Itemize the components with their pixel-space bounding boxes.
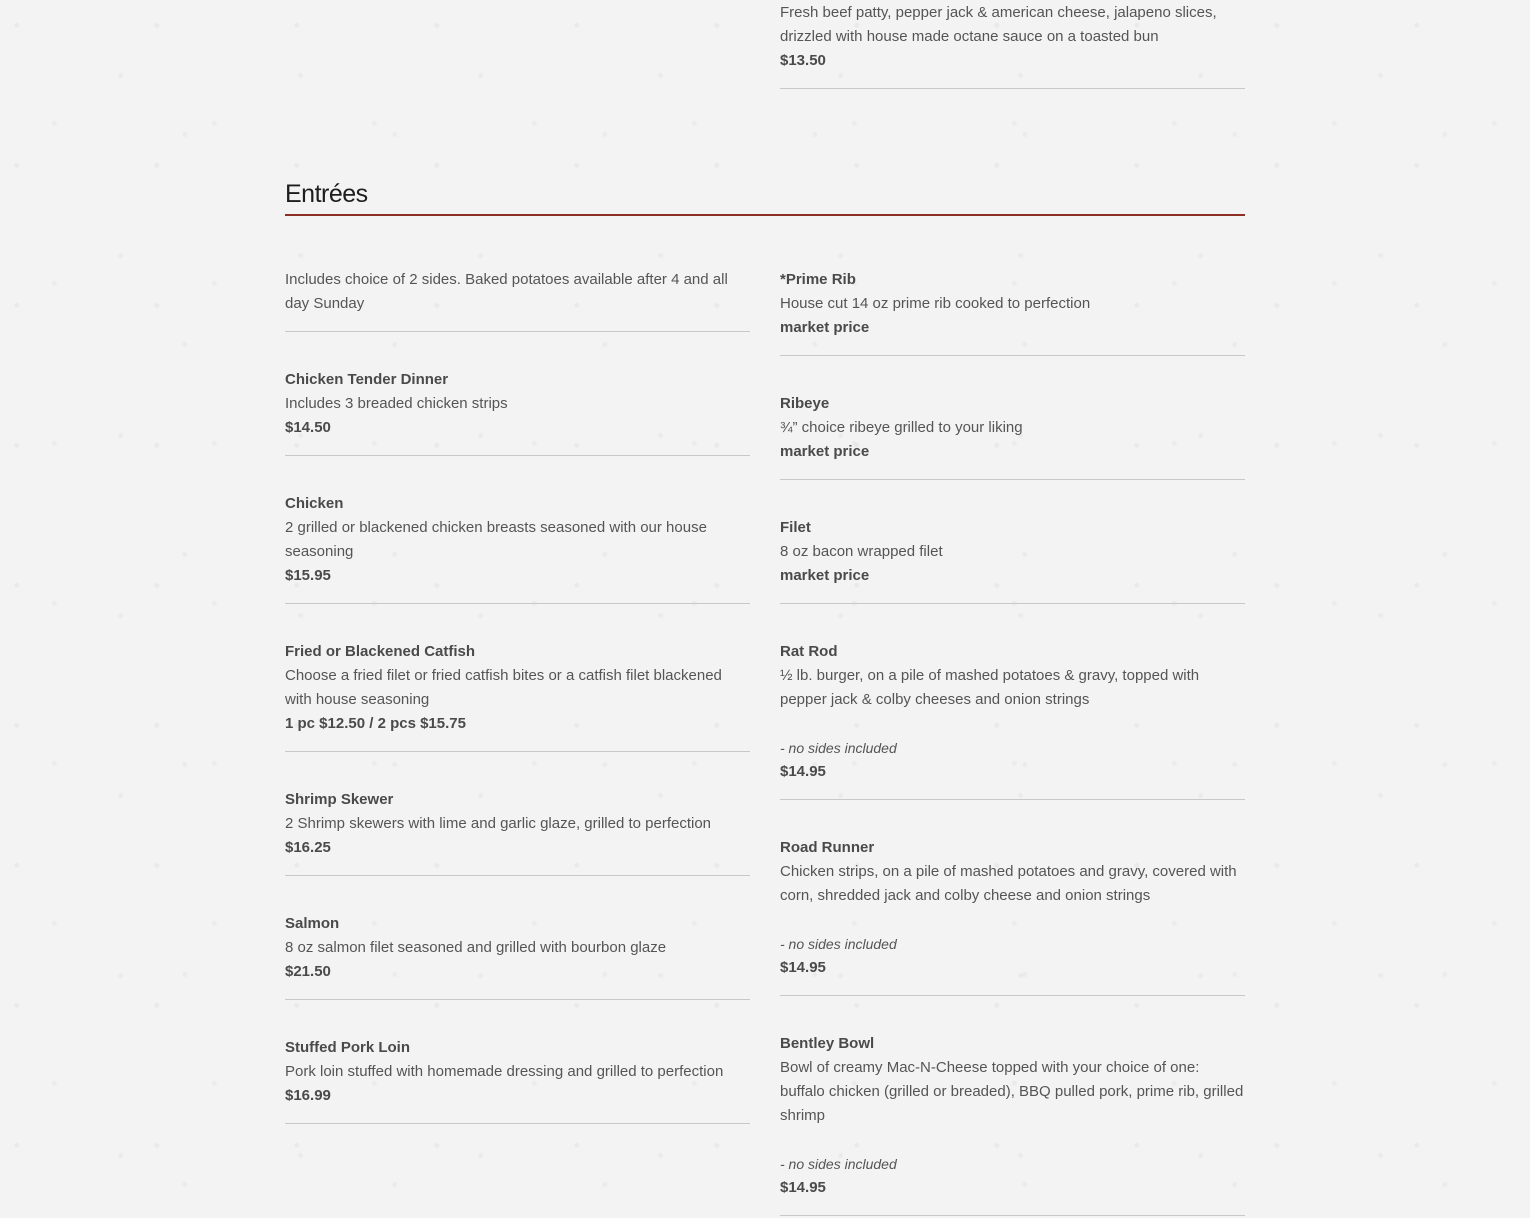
- menu-item-shrimp-skewer: [285, 788, 750, 860]
- item-price: market price: [780, 443, 870, 460]
- item-description: Includes 3 breaded chicken strips: [285, 395, 508, 412]
- item-price: $14.95: [780, 1179, 826, 1196]
- item-price: $15.95: [285, 567, 331, 584]
- intro-text: Includes choice of 2 sides. Baked potatoes available after 4 and all day Sunday: [285, 271, 728, 312]
- item-price: market price: [780, 319, 870, 336]
- item-description: 2 Shrimp skewers with lime and garlic glaze, grilled to perfection: [285, 815, 712, 832]
- item-description: ¾” choice ribeye grilled to your liking: [780, 419, 1023, 436]
- divider: [285, 603, 750, 604]
- item-name: Stuffed Pork Loin: [285, 1039, 410, 1056]
- divider: [285, 1123, 750, 1124]
- item-name: Bentley Bowl: [780, 1035, 875, 1052]
- spacer: [780, 1128, 1245, 1152]
- entrees-intro: [285, 268, 750, 316]
- menu-item-catfish: [285, 640, 750, 736]
- item-price: $14.95: [780, 763, 826, 780]
- item-price: 1 pc $12.50 / 2 pcs $15.75: [285, 715, 466, 732]
- item-name: Road Runner: [780, 839, 875, 856]
- item-price: $21.50: [285, 963, 331, 980]
- divider: [285, 999, 750, 1000]
- menu-item-prime-rib: [780, 268, 1245, 340]
- menu-item-octane-burger: [780, 1, 1245, 73]
- item-description: Fresh beef patty, pepper jack & american cheese, jalapeno slices, drizzled with house made octane sauce on a toasted bun: [780, 4, 1217, 45]
- divider: [780, 88, 1245, 89]
- item-name: Fried or Blackened Catfish: [285, 643, 476, 660]
- item-name: Salmon: [285, 915, 340, 932]
- item-name: Rat Rod: [780, 643, 838, 660]
- item-price: market price: [780, 567, 870, 584]
- item-description: 8 oz salmon filet seasoned and grilled with bourbon glaze: [285, 939, 667, 956]
- section-title-entrees: Entrées: [285, 180, 368, 208]
- menu-item-road-runner: [780, 836, 1245, 980]
- menu-item-ribeye: [780, 392, 1245, 464]
- divider: [780, 603, 1245, 604]
- divider: [780, 1215, 1245, 1216]
- item-description: Pork loin stuffed with homemade dressing and grilled to perfection: [285, 1063, 724, 1080]
- item-description: House cut 14 oz prime rib cooked to perfection: [780, 295, 1091, 312]
- item-note: - no sides included: [780, 1156, 897, 1172]
- item-price: $14.50: [285, 419, 331, 436]
- item-name: Chicken Tender Dinner: [285, 371, 449, 388]
- item-name: Shrimp Skewer: [285, 791, 394, 808]
- item-name: Filet: [780, 519, 811, 536]
- divider: [780, 355, 1245, 356]
- menu-item-chicken-tender-dinner: [285, 368, 750, 440]
- item-description: Choose a fried filet or fried catfish bites or a catfish filet blackened with house seasoning: [285, 667, 722, 708]
- divider: [780, 479, 1245, 480]
- item-price: $16.25: [285, 839, 331, 856]
- menu-item-rat-rod: [780, 640, 1245, 784]
- menu-item-bentley-bowl: [780, 1032, 1245, 1200]
- item-description: Chicken strips, on a pile of mashed potatoes and gravy, covered with corn, shredded jack and colby cheese and onion strings: [780, 863, 1237, 904]
- item-name: Chicken: [285, 495, 344, 512]
- item-note: - no sides included: [780, 740, 897, 756]
- section-rule: [285, 214, 1245, 216]
- divider: [285, 875, 750, 876]
- item-price: $14.95: [780, 959, 826, 976]
- divider: [285, 331, 750, 332]
- spacer: [780, 712, 1245, 736]
- item-description: ½ lb. burger, on a pile of mashed potatoes & gravy, topped with pepper jack & colby cheeses and onion strings: [780, 667, 1200, 708]
- divider: [285, 751, 750, 752]
- divider: [780, 799, 1245, 800]
- divider: [285, 455, 750, 456]
- menu-item-salmon: [285, 912, 750, 984]
- menu-item-stuffed-pork-loin: [285, 1036, 750, 1108]
- menu-item-filet: [780, 516, 1245, 588]
- item-note: - no sides included: [780, 936, 897, 952]
- item-price: $16.99: [285, 1087, 331, 1104]
- item-name: *Prime Rib: [780, 271, 856, 288]
- item-description: 8 oz bacon wrapped filet: [780, 543, 943, 560]
- item-description: Bowl of creamy Mac-N-Cheese topped with your choice of one: buffalo chicken (grilled or breaded), BBQ pulled pork, prime rib, grilled shrimp: [780, 1059, 1244, 1124]
- item-description: 2 grilled or blackened chicken breasts seasoned with our house seasoning: [285, 519, 707, 560]
- spacer: [780, 908, 1245, 932]
- divider: [780, 995, 1245, 996]
- item-name: Ribeye: [780, 395, 830, 412]
- item-price: $13.50: [780, 52, 826, 69]
- menu-item-chicken: [285, 492, 750, 588]
